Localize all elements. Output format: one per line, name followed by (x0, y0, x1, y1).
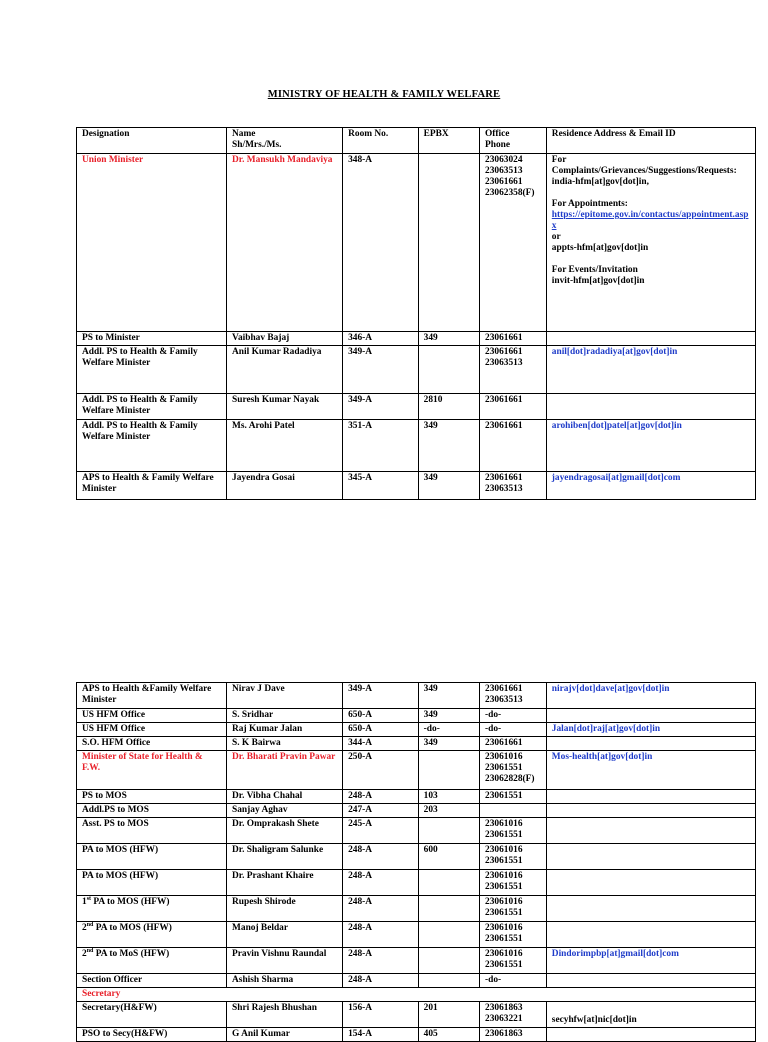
table-row (77, 870, 756, 896)
room-cell: 156-A (343, 1002, 419, 1028)
designation-cell: Addl. PS to Health & Family Welfare Minister (77, 394, 227, 420)
epbx-cell (418, 948, 479, 974)
email-cell: Mos-health[at]gov[dot]in (546, 751, 755, 790)
room-cell: 154-A (343, 1028, 419, 1042)
name-cell: Dr. Prashant Khaire (227, 870, 343, 896)
email-cell: Dindorimpbp[at]gmail[dot]com (546, 948, 755, 974)
name-cell: Shri Rajesh Bhushan (227, 1002, 343, 1028)
email-cell (546, 922, 755, 948)
page-title: MINISTRY OF HEALTH & FAMILY WELFARE (267, 89, 501, 100)
email-cell: jayendragosai[at]gmail[dot]com (546, 472, 755, 500)
designation-cell: S.O. HFM Office (77, 737, 227, 751)
name-cell: Nirav J Dave (227, 683, 343, 709)
room-cell: 248-A (343, 974, 419, 988)
email-cell: anil[dot]radadiya[at]gov[dot]in (546, 346, 755, 394)
directory-table-ministers (76, 127, 756, 500)
name-cell: Dr. Vibha Chahal (227, 790, 343, 804)
designation-cell (77, 922, 227, 948)
table-row (77, 751, 756, 790)
room-cell: 248-A (343, 948, 419, 974)
designation-cell: Addl.PS to MOS (77, 804, 227, 818)
name-cell: Dr. Mansukh Mandaviya (227, 154, 343, 332)
ordinal-number: 1 (82, 897, 87, 907)
phone-cell: 23061016 23061551 23062828(F) (480, 751, 547, 790)
table-row (77, 1028, 756, 1042)
room-cell: 348-A (343, 154, 419, 332)
email-cell (546, 896, 755, 922)
room-cell: 247-A (343, 804, 419, 818)
epbx-cell: -do- (418, 723, 479, 737)
phone-cell: 23061661 (480, 394, 547, 420)
designation-text: PA to MoS (HFW) (95, 949, 170, 959)
contact-cell (546, 154, 755, 332)
name-cell: Ashish Sharma (227, 974, 343, 988)
epbx-cell: 600 (418, 844, 479, 870)
epbx-cell (418, 818, 479, 844)
phone-cell: 23061661 (480, 737, 547, 751)
phone-cell: -do- (480, 723, 547, 737)
designation-cell: Addl. PS to Health & Family Welfare Minister (77, 346, 227, 394)
designation-cell (77, 896, 227, 922)
name-cell: Sanjay Aghav (227, 804, 343, 818)
name-cell: S. K Bairwa (227, 737, 343, 751)
directory-table-staff (76, 682, 756, 1042)
epbx-cell: 103 (418, 790, 479, 804)
epbx-cell (418, 922, 479, 948)
designation-cell: US HFM Office (77, 723, 227, 737)
header-room: Room No. (343, 128, 419, 154)
designation-cell: PS to Minister (77, 332, 227, 346)
header-office-phone: Office Phone (480, 128, 547, 154)
name-cell: Ms. Arohi Patel (227, 420, 343, 472)
phone-cell: -do- (480, 974, 547, 988)
events-email: invit-hfm[at]gov[dot]in (551, 276, 645, 286)
phone-cell: 23061016 23061551 (480, 896, 547, 922)
table-row (77, 804, 756, 818)
designation-cell: Secretary(H&FW) (77, 1002, 227, 1028)
phone-cell: 23061661 23063513 (480, 472, 547, 500)
email-cell (546, 332, 755, 346)
epbx-cell: 349 (418, 737, 479, 751)
email-cell: nirajv[dot]dave[at]gov[dot]in (546, 683, 755, 709)
designation-cell: Asst. PS to MOS (77, 818, 227, 844)
room-cell: 250-A (343, 751, 419, 790)
table-row (77, 394, 756, 420)
designation-cell: PSO to Secy(H&FW) (77, 1028, 227, 1042)
complaints-label: For Complaints/Grievances/Suggestions/Requests: (551, 155, 737, 176)
ordinal-suffix: st (86, 895, 92, 902)
phone-cell: 23061016 23061551 (480, 922, 547, 948)
room-cell: 248-A (343, 844, 419, 870)
phone-cell: 23061016 23061551 (480, 818, 547, 844)
appointments-label: For Appointments: (551, 199, 628, 209)
room-cell: 349-A (343, 394, 419, 420)
room-cell: 345-A (343, 472, 419, 500)
room-cell: 248-A (343, 922, 419, 948)
phone-cell: 23061016 23061551 (480, 870, 547, 896)
section-heading-secretary: Secretary (77, 988, 756, 1002)
table-row (77, 709, 756, 723)
designation-cell (77, 948, 227, 974)
epbx-cell: 201 (418, 1002, 479, 1028)
name-cell: S. Sridhar (227, 709, 343, 723)
phone-cell: 23061661 (480, 332, 547, 346)
room-cell: 351-A (343, 420, 419, 472)
designation-cell: PA to MOS (HFW) (77, 844, 227, 870)
ordinal-suffix: nd (86, 921, 94, 928)
epbx-cell: 2810 (418, 394, 479, 420)
email-cell: Jalan[dot]raj[at]gov[dot]in (546, 723, 755, 737)
header-designation: Designation (77, 128, 227, 154)
designation-cell: Minister of State for Health & F.W. (77, 751, 227, 790)
table-row (77, 896, 756, 922)
designation-text: PA to MOS (HFW) (93, 897, 170, 907)
table-row (77, 737, 756, 751)
designation-cell: PA to MOS (HFW) (77, 870, 227, 896)
table-row (77, 154, 756, 332)
table-row (77, 683, 756, 709)
room-cell: 349-A (343, 683, 419, 709)
name-cell: Suresh Kumar Nayak (227, 394, 343, 420)
table-header-row (77, 128, 756, 154)
designation-cell: US HFM Office (77, 709, 227, 723)
appointments-email: appts-hfm[at]gov[dot]in (551, 243, 649, 253)
name-cell: Anil Kumar Radadiya (227, 346, 343, 394)
name-cell: Manoj Beldar (227, 922, 343, 948)
appointments-link[interactable]: https://epitome.gov.in/contactus/appointment.aspx (551, 210, 749, 231)
room-cell: 346-A (343, 332, 419, 346)
email-cell (546, 818, 755, 844)
designation-cell: Union Minister (77, 154, 227, 332)
epbx-cell: 349 (418, 709, 479, 723)
name-cell: Jayendra Gosai (227, 472, 343, 500)
events-label: For Events/Invitation (551, 265, 638, 275)
epbx-cell (418, 896, 479, 922)
epbx-cell: 349 (418, 472, 479, 500)
table-row (77, 420, 756, 472)
email-cell (546, 790, 755, 804)
table-row (77, 974, 756, 988)
epbx-cell: 349 (418, 420, 479, 472)
designation-cell: APS to Health & Family Welfare Minister (77, 472, 227, 500)
epbx-cell (418, 751, 479, 790)
phone-cell: 23063024 23063513 23061661 23062358(F) (480, 154, 547, 332)
table-row (77, 332, 756, 346)
complaints-email: india-hfm[at]gov[dot]in, (551, 177, 649, 187)
room-cell: 248-A (343, 870, 419, 896)
room-cell: 245-A (343, 818, 419, 844)
email-cell (546, 974, 755, 988)
name-cell: Dr. Omprakash Shete (227, 818, 343, 844)
phone-cell (480, 804, 547, 818)
epbx-cell (418, 870, 479, 896)
name-cell: Dr. Bharati Pravin Pawar (227, 751, 343, 790)
table-row (77, 346, 756, 394)
room-cell: 248-A (343, 896, 419, 922)
email-cell (546, 737, 755, 751)
room-cell: 349-A (343, 346, 419, 394)
table-row (77, 723, 756, 737)
room-cell: 650-A (343, 723, 419, 737)
phone-cell: 23061863 (480, 1028, 547, 1042)
phone-cell: 23061661 23063513 (480, 683, 547, 709)
table-row (77, 790, 756, 804)
designation-cell: APS to Health &Family Welfare Minister (77, 683, 227, 709)
email-cell (546, 844, 755, 870)
epbx-cell: 203 (418, 804, 479, 818)
or-text: or (551, 232, 561, 242)
email-cell (546, 394, 755, 420)
name-cell: Raj Kumar Jalan (227, 723, 343, 737)
section-heading-row (77, 988, 756, 1002)
email-cell: secyhfw[at]nic[dot]in (546, 1002, 755, 1028)
epbx-cell: 349 (418, 683, 479, 709)
table-row (77, 922, 756, 948)
epbx-cell: 405 (418, 1028, 479, 1042)
phone-cell: 23061863 23063221 (480, 1002, 547, 1028)
epbx-cell (418, 974, 479, 988)
header-epbx: EPBX (418, 128, 479, 154)
email-cell: arohiben[dot]patel[at]gov[dot]in (546, 420, 755, 472)
name-cell: Rupesh Shirode (227, 896, 343, 922)
header-residence-email: Residence Address & Email ID (546, 128, 755, 154)
table-row (77, 472, 756, 500)
name-cell: G Anil Kumar (227, 1028, 343, 1042)
email-cell (546, 804, 755, 818)
name-cell: Pravin Vishnu Raundal (227, 948, 343, 974)
designation-cell: Addl. PS to Health & Family Welfare Minister (77, 420, 227, 472)
email-cell (546, 1028, 755, 1042)
ordinal-suffix: nd (86, 947, 94, 954)
name-cell: Dr. Shaligram Salunke (227, 844, 343, 870)
epbx-cell (418, 154, 479, 332)
designation-cell: Section Officer (77, 974, 227, 988)
room-cell: 650-A (343, 709, 419, 723)
header-name: Name Sh/Mrs./Ms. (227, 128, 343, 154)
phone-cell: 23061016 23061551 (480, 948, 547, 974)
phone-cell: 23061661 (480, 420, 547, 472)
phone-cell: -do- (480, 709, 547, 723)
epbx-cell (418, 346, 479, 394)
room-cell: 344-A (343, 737, 419, 751)
room-cell: 248-A (343, 790, 419, 804)
email-cell (546, 870, 755, 896)
phone-cell: 23061551 (480, 790, 547, 804)
table-row (77, 818, 756, 844)
name-cell: Vaibhav Bajaj (227, 332, 343, 346)
email-cell (546, 709, 755, 723)
table-row (77, 948, 756, 974)
ordinal-number: 2 (82, 923, 87, 933)
designation-text: PA to MOS (HFW) (95, 923, 172, 933)
ordinal-number: 2 (82, 949, 87, 959)
table-row (77, 844, 756, 870)
designation-cell: PS to MOS (77, 790, 227, 804)
epbx-cell: 349 (418, 332, 479, 346)
phone-cell: 23061661 23063513 (480, 346, 547, 394)
phone-cell: 23061016 23061551 (480, 844, 547, 870)
